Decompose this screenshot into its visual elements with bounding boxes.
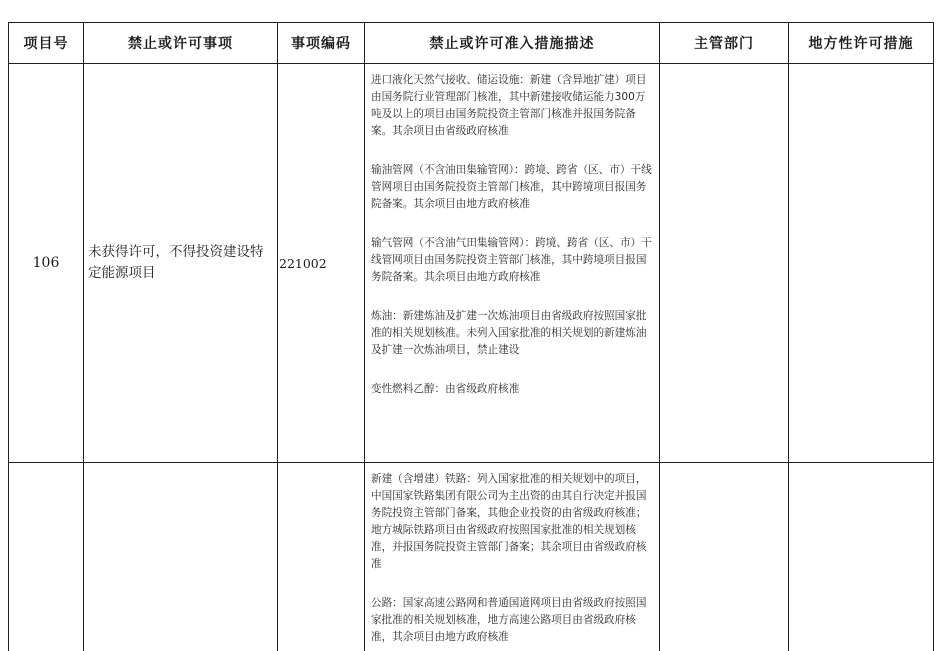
- document-page: [8, 22, 933, 643]
- item-cell: [84, 463, 278, 651]
- description-paragraph: 变性燃料乙醇：由省级政府核准: [371, 381, 653, 398]
- description-paragraph: 输气管网（不含油气田集输管网）：跨境、跨省（区、市）干线管网项目由国务院投资主管部门核准，其中跨境项目报国务院备案。其余项目由地方政府核准: [371, 235, 653, 286]
- header-department: 主管部门: [660, 23, 789, 64]
- table-row: [9, 463, 934, 651]
- description-cell: [365, 463, 660, 651]
- header-description: 禁止或许可准入措施描述: [365, 23, 660, 64]
- local-measure-cell: [789, 463, 934, 651]
- item-cell: 未获得许可，不得投资建设特定能源项目: [84, 64, 278, 463]
- department-cell: [660, 64, 789, 463]
- code-cell: 221002: [278, 64, 365, 463]
- description-paragraph: 炼油：新建炼油及扩建一次炼油项目由省级政府按照国家批准的相关规划核准。未列入国家批准的相关规划的新建炼油及扩建一次炼油项目，禁止建设: [371, 308, 653, 359]
- code-cell: [278, 463, 365, 651]
- description-paragraph: 进口液化天然气接收、储运设施：新建（含异地扩建）项目由国务院行业管理部门核准，其中新建接收储运能力300万吨及以上的项目由国务院投资主管部门核准并报国务院备案。其余项目由省级政府核准: [371, 72, 653, 140]
- department-cell: [660, 463, 789, 651]
- permit-table: [8, 22, 934, 651]
- description-paragraph: 公路：国家高速公路网和普通国道网项目由省级政府按照国家批准的相关规划核准，地方高速公路项目由省级政府核准，其余项目由地方政府核准: [371, 595, 653, 646]
- description-paragraph: 新建（含增建）铁路：列入国家批准的相关规划中的项目，中国国家铁路集团有限公司为主出资的由其自行决定并报国务院投资主管部门备案，其他企业投资的由省级政府核准；地方城际铁路项目由省级政府按照国家批准的相关规划核准，并报国务院投资主管部门备案；其余项目由省级政府核准: [371, 471, 653, 573]
- description-cell: [365, 64, 660, 463]
- header-item: 禁止或许可事项: [84, 23, 278, 64]
- item-no-cell: 106: [9, 64, 84, 463]
- table-row: [9, 64, 934, 463]
- header-row: [9, 23, 934, 64]
- item-no-cell: [9, 463, 84, 651]
- header-local-measure: 地方性许可措施: [789, 23, 934, 64]
- header-code: 事项编码: [278, 23, 365, 64]
- local-measure-cell: [789, 64, 934, 463]
- description-paragraph: 输油管网（不含油田集输管网）：跨境、跨省（区、市）干线管网项目由国务院投资主管部门核准，其中跨境项目报国务院备案。其余项目由地方政府核准: [371, 162, 653, 213]
- header-item-no: 项目号: [9, 23, 84, 64]
